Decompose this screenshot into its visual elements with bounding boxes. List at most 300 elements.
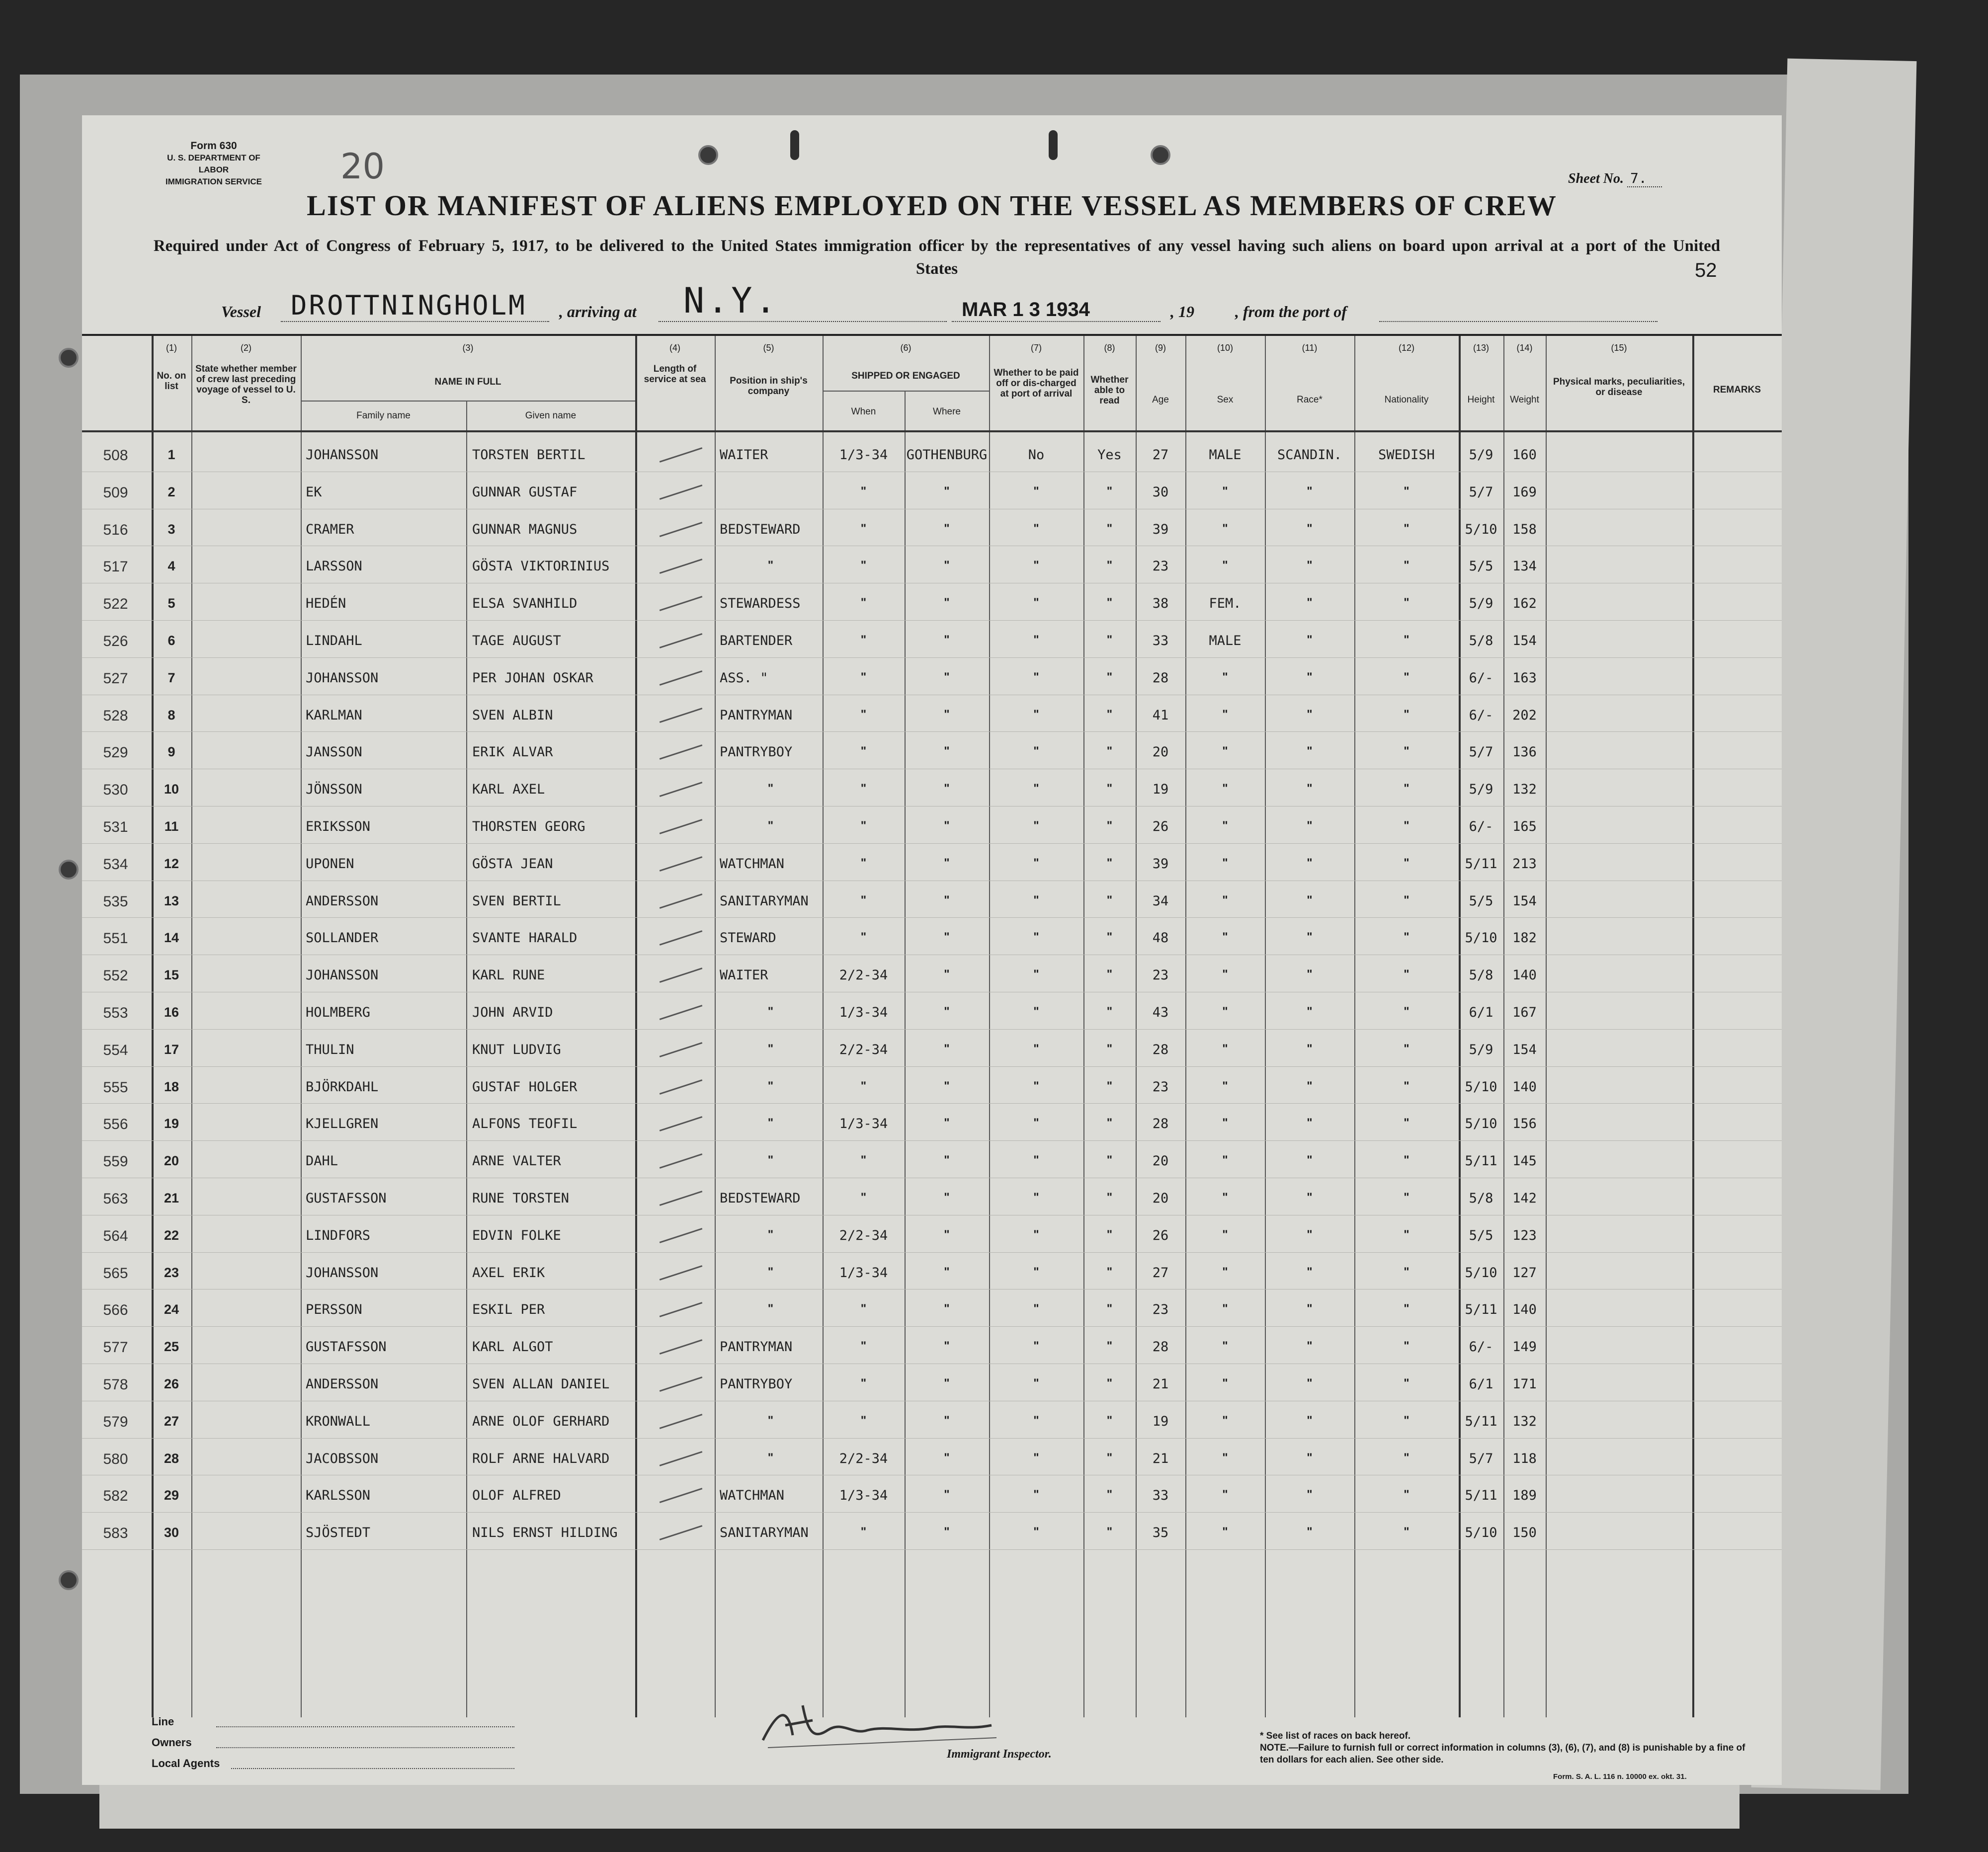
- row-family: HEDÉN: [306, 596, 346, 612]
- row-nationality: ": [1404, 1525, 1409, 1539]
- row-height: 5/10: [1465, 1116, 1497, 1132]
- length-of-service-tick: [660, 1302, 703, 1318]
- row-family: LINDAHL: [306, 633, 362, 648]
- row-family: JOHANSSON: [306, 447, 379, 463]
- column-rule: [1136, 336, 1137, 1717]
- form-code: Form. S. A. L. 116 n. 10000 ex. okt. 31.: [1553, 1772, 1687, 1781]
- row-when: ": [860, 1525, 867, 1539]
- row-no: 15: [164, 967, 179, 983]
- row-sex: ": [1222, 559, 1228, 572]
- row-family: UPONEN: [306, 856, 354, 872]
- sheet-number: 7.: [1627, 170, 1662, 187]
- column-rule: [823, 336, 824, 1717]
- header-family-name: Family name: [356, 410, 411, 421]
- row-when: 2/2-34: [839, 1227, 888, 1243]
- row-margin: 577: [103, 1339, 128, 1356]
- row-position: ": [767, 1413, 774, 1427]
- penalty-note: NOTE.—Failure to furnish full or correct information in columns (3), (6), (7), and (8) is punishable by a fine of ten dollars for each alien. See other side.: [1260, 1743, 1745, 1765]
- row-paid: ": [1033, 559, 1039, 572]
- row-weight: 156: [1512, 1116, 1537, 1132]
- row-where: GOTHENBURG: [906, 447, 988, 463]
- name-subheader-rule: [301, 401, 635, 402]
- row-position: WATCHMAN: [720, 1488, 785, 1504]
- header-height: Height: [1467, 395, 1495, 405]
- row-paid: ": [1033, 1488, 1039, 1502]
- row-position: WATCHMAN: [720, 856, 785, 872]
- row-where: ": [944, 1079, 950, 1093]
- row-nationality: ": [1404, 1042, 1409, 1055]
- arriving-label: , arriving at: [559, 303, 637, 321]
- punch-slot: [1049, 130, 1058, 160]
- row-given: ARNE VALTER: [472, 1153, 561, 1169]
- row-paid: ": [1033, 1413, 1039, 1427]
- row-read: ": [1106, 633, 1113, 646]
- row-read: ": [1106, 1376, 1113, 1390]
- row-age: 39: [1152, 856, 1169, 872]
- inspector-signature: [758, 1700, 1006, 1755]
- row-nationality: ": [1404, 1450, 1409, 1464]
- row-height: 5/7: [1469, 744, 1493, 760]
- column-number: (14): [1516, 343, 1533, 353]
- row-position: ": [767, 1302, 774, 1316]
- row-family: JÖNSSON: [306, 782, 362, 798]
- row-no: 25: [164, 1339, 179, 1355]
- row-weight: 132: [1512, 782, 1537, 798]
- row-sex: ": [1222, 819, 1228, 832]
- row-family: GUSTAFSSON: [306, 1339, 387, 1355]
- row-read: ": [1106, 930, 1113, 944]
- row-family: ERIKSSON: [306, 819, 371, 834]
- row-given: ELSA SVANHILD: [472, 596, 578, 612]
- row-read: ": [1106, 1005, 1113, 1018]
- row-race: ": [1307, 1153, 1313, 1167]
- row-margin: 516: [103, 521, 128, 538]
- row-given: SVEN ALBIN: [472, 707, 553, 723]
- row-read: ": [1106, 707, 1113, 721]
- row-given: THORSTEN GEORG: [472, 819, 585, 834]
- row-weight: 140: [1512, 1302, 1537, 1318]
- row-sex: ": [1222, 1079, 1228, 1093]
- row-position: ": [767, 1005, 774, 1018]
- column-number: (4): [669, 343, 680, 353]
- row-where: ": [944, 1042, 950, 1055]
- row-position: BEDSTEWARD: [720, 521, 801, 537]
- agents-dotted-field: [231, 1768, 514, 1769]
- row-position: SANITARYMAN: [720, 1525, 809, 1541]
- row-where: ": [944, 1116, 950, 1130]
- row-margin: 526: [103, 633, 128, 649]
- row-sex: ": [1222, 1265, 1228, 1279]
- row-read: ": [1106, 1265, 1113, 1279]
- local-agents-label: Local Agents: [152, 1757, 220, 1770]
- row-margin: 583: [103, 1525, 128, 1542]
- column-rule: [301, 336, 302, 1717]
- row-height: 5/10: [1465, 1525, 1497, 1541]
- row-nationality: ": [1404, 967, 1409, 981]
- row-race: ": [1307, 1488, 1313, 1502]
- row-nationality: ": [1404, 1079, 1409, 1093]
- row-where: ": [944, 1191, 950, 1204]
- immigrant-inspector-label: Immigrant Inspector.: [947, 1748, 1052, 1761]
- row-when: ": [860, 707, 867, 721]
- header-bottom-rule: [82, 430, 1782, 432]
- row-nationality: ": [1404, 1005, 1409, 1018]
- row-read: ": [1106, 967, 1113, 981]
- row-no: 1: [167, 447, 175, 462]
- row-margin: 535: [103, 893, 128, 910]
- column-number: (9): [1155, 343, 1166, 353]
- column-number: (11): [1302, 343, 1318, 353]
- length-of-service-tick: [660, 1525, 703, 1540]
- row-nationality: ": [1404, 707, 1409, 721]
- row-family: DAHL: [306, 1153, 338, 1169]
- row-margin: 580: [103, 1450, 128, 1467]
- row-paid: ": [1033, 1153, 1039, 1167]
- row-sex: MALE: [1209, 447, 1242, 463]
- row-when: 1/3-34: [839, 1005, 888, 1020]
- row-age: 28: [1152, 670, 1169, 686]
- row-nationality: ": [1404, 1191, 1409, 1204]
- row-race: ": [1307, 1339, 1313, 1353]
- row-when: ": [860, 782, 867, 796]
- department-name: U. S. DEPARTMENT OF LABOR: [167, 153, 260, 174]
- row-sex: ": [1222, 782, 1228, 796]
- row-no: 11: [164, 819, 179, 834]
- row-family: KARLMAN: [306, 707, 362, 723]
- row-given: RUNE TORSTEN: [472, 1191, 570, 1206]
- row-weight: 202: [1512, 707, 1537, 723]
- crew-manifest-form: [82, 115, 1782, 1785]
- row-sex: ": [1222, 1376, 1228, 1390]
- length-of-service-tick: [660, 447, 703, 463]
- row-where: ": [944, 1302, 950, 1316]
- row-position: STEWARD: [720, 930, 776, 946]
- row-rule: [82, 1066, 1782, 1067]
- row-position: ": [767, 1265, 774, 1279]
- row-position: WAITER: [720, 967, 768, 983]
- header-physical-marks: Physical marks, peculiarities, or disease: [1553, 377, 1685, 398]
- row-no: 14: [164, 930, 179, 946]
- row-no: 12: [164, 856, 179, 871]
- length-of-service-tick: [660, 670, 703, 686]
- length-of-service-tick: [660, 782, 703, 797]
- row-height: 5/11: [1465, 1302, 1497, 1318]
- row-height: 6/-: [1469, 707, 1493, 723]
- row-nationality: ": [1404, 782, 1409, 796]
- column-number: (10): [1217, 343, 1233, 353]
- row-position: PANTRYBOY: [720, 744, 793, 760]
- row-weight: 136: [1512, 744, 1537, 760]
- row-weight: 189: [1512, 1488, 1537, 1504]
- row-no: 18: [164, 1079, 179, 1094]
- binder-hole: [59, 860, 79, 880]
- row-rule: [82, 1512, 1782, 1513]
- row-family: JOHANSSON: [306, 670, 379, 686]
- column-rule: [191, 336, 192, 1717]
- row-given: GÖSTA JEAN: [472, 856, 553, 872]
- row-rule: [82, 1549, 1782, 1550]
- length-of-service-tick: [660, 1339, 703, 1355]
- row-family: JANSSON: [306, 744, 362, 760]
- row-age: 48: [1152, 930, 1169, 946]
- row-paid: ": [1033, 1265, 1039, 1279]
- row-nationality: ": [1404, 1153, 1409, 1167]
- row-age: 33: [1152, 1488, 1169, 1504]
- row-paid: ": [1033, 856, 1039, 870]
- row-weight: 169: [1512, 484, 1537, 500]
- row-where: ": [944, 1413, 950, 1427]
- header-position: Position in ship's company: [730, 376, 808, 397]
- row-sex: ": [1222, 856, 1228, 870]
- row-family: GUSTAFSSON: [306, 1191, 387, 1206]
- row-race: ": [1307, 1413, 1313, 1427]
- row-paid: ": [1033, 1376, 1039, 1390]
- header-name-in-full: NAME IN FULL: [434, 377, 501, 387]
- row-no: 6: [167, 633, 175, 648]
- column-rule: [1503, 336, 1504, 1717]
- row-rule: [82, 1103, 1782, 1104]
- row-paid: ": [1033, 1116, 1039, 1130]
- row-paid: ": [1033, 782, 1039, 796]
- row-paid: ": [1033, 930, 1039, 944]
- row-nationality: ": [1404, 596, 1409, 610]
- row-margin: 522: [103, 596, 128, 613]
- row-weight: 132: [1512, 1413, 1537, 1429]
- row-rule: [82, 657, 1782, 658]
- length-of-service-tick: [660, 1451, 703, 1466]
- row-given: KARL ALGOT: [472, 1339, 553, 1355]
- column-rule: [466, 401, 467, 1717]
- column-number: (3): [462, 343, 474, 353]
- column-rule: [1692, 336, 1694, 1717]
- row-no: 28: [164, 1450, 179, 1466]
- row-nationality: ": [1404, 856, 1409, 870]
- length-of-service-tick: [660, 1191, 703, 1206]
- length-of-service-tick: [660, 931, 703, 946]
- row-margin: 579: [103, 1413, 128, 1430]
- row-when: ": [860, 930, 867, 944]
- row-race: SCANDIN.: [1277, 447, 1342, 463]
- row-where: ": [944, 1153, 950, 1167]
- row-no: 20: [164, 1153, 179, 1169]
- row-sex: ": [1222, 1227, 1228, 1241]
- row-position: ": [767, 1153, 774, 1167]
- row-paid: ": [1033, 484, 1039, 498]
- row-read: ": [1106, 1153, 1113, 1167]
- year-label: , 19: [1170, 303, 1194, 321]
- header-no-on-list: No. on list: [157, 371, 186, 392]
- row-when: 2/2-34: [839, 1042, 888, 1057]
- row-no: 24: [164, 1302, 179, 1317]
- row-weight: 162: [1512, 596, 1537, 612]
- row-no: 29: [164, 1488, 179, 1503]
- row-weight: 123: [1512, 1227, 1537, 1243]
- row-margin: 559: [103, 1153, 128, 1170]
- row-family: EK: [306, 484, 322, 500]
- row-given: NILS ERNST HILDING: [472, 1525, 618, 1541]
- row-race: ": [1307, 1079, 1313, 1093]
- row-nationality: ": [1404, 1376, 1409, 1390]
- length-of-service-tick: [660, 1117, 703, 1132]
- row-race: ": [1307, 1450, 1313, 1464]
- row-weight: 127: [1512, 1265, 1537, 1281]
- row-position: STEWARDESS: [720, 596, 801, 612]
- line-dotted-field: [216, 1726, 514, 1727]
- row-paid: ": [1033, 707, 1039, 721]
- row-position: PANTRYBOY: [720, 1376, 793, 1392]
- row-read: ": [1106, 1525, 1113, 1539]
- row-race: ": [1307, 707, 1313, 721]
- row-margin: 555: [103, 1079, 128, 1096]
- row-height: 5/5: [1469, 559, 1493, 574]
- row-where: ": [944, 1005, 950, 1018]
- row-given: PER JOHAN OSKAR: [472, 670, 593, 686]
- owners-dotted-field: [216, 1747, 514, 1748]
- row-given: KARL RUNE: [472, 967, 545, 983]
- row-weight: 158: [1512, 521, 1537, 537]
- form-footer: [82, 1715, 1782, 1785]
- row-age: 19: [1152, 782, 1169, 798]
- row-age: 30: [1152, 484, 1169, 500]
- row-where: ": [944, 596, 950, 610]
- row-family: ANDERSSON: [306, 893, 379, 909]
- row-when: ": [860, 856, 867, 870]
- form-number: Form 630: [190, 140, 237, 152]
- row-age: 19: [1152, 1413, 1169, 1429]
- row-no: 7: [167, 670, 175, 685]
- row-position: SANITARYMAN: [720, 893, 809, 909]
- column-rule: [635, 336, 637, 1717]
- row-read: ": [1106, 1413, 1113, 1427]
- punch-hole: [698, 145, 718, 165]
- row-age: 41: [1152, 707, 1169, 723]
- length-of-service-tick: [660, 1265, 703, 1281]
- row-family: LINDFORS: [306, 1227, 371, 1243]
- row-margin: 509: [103, 484, 128, 501]
- column-number: (7): [1031, 343, 1042, 353]
- row-age: 28: [1152, 1042, 1169, 1057]
- row-read: ": [1106, 856, 1113, 870]
- row-when: 1/3-34: [839, 1265, 888, 1281]
- row-height: 6/-: [1469, 819, 1493, 834]
- row-nationality: ": [1404, 1339, 1409, 1353]
- row-paid: ": [1033, 1525, 1039, 1539]
- row-race: ": [1307, 1191, 1313, 1204]
- row-margin: 508: [103, 447, 128, 464]
- row-position: BARTENDER: [720, 633, 793, 648]
- service-name: IMMIGRATION SERVICE: [166, 177, 262, 186]
- row-weight: 140: [1512, 1079, 1537, 1095]
- row-no: 21: [164, 1191, 179, 1206]
- column-number: (13): [1473, 343, 1489, 353]
- row-paid: No: [1028, 447, 1045, 463]
- from-port-label: , from the port of: [1235, 303, 1347, 321]
- row-paid: ": [1033, 521, 1039, 535]
- row-race: ": [1307, 1525, 1313, 1539]
- owners-label: Owners: [152, 1736, 192, 1749]
- row-sex: ": [1222, 1488, 1228, 1502]
- row-given: GUNNAR GUSTAF: [472, 484, 578, 500]
- column-rule: [152, 336, 154, 1717]
- row-paid: ": [1033, 967, 1039, 981]
- row-nationality: ": [1404, 1227, 1409, 1241]
- row-rule: [82, 731, 1782, 732]
- form-identifier: [157, 140, 271, 188]
- row-where: ": [944, 521, 950, 535]
- length-of-service-tick: [660, 893, 703, 909]
- row-paid: ": [1033, 1079, 1039, 1093]
- row-when: 1/3-34: [839, 1488, 888, 1504]
- row-read: ": [1106, 782, 1113, 796]
- row-race: ": [1307, 1227, 1313, 1241]
- row-rule: [82, 843, 1782, 844]
- column-rule: [1546, 336, 1547, 1717]
- row-race: ": [1307, 930, 1313, 944]
- row-given: JOHN ARVID: [472, 1005, 553, 1020]
- arriving-port: N.Y.: [683, 280, 779, 321]
- row-position: ": [767, 1116, 774, 1130]
- row-no: 13: [164, 893, 179, 908]
- row-sex: ": [1222, 1116, 1228, 1130]
- row-height: 5/9: [1469, 1042, 1493, 1057]
- row-given: EDVIN FOLKE: [472, 1227, 561, 1243]
- row-no: 30: [164, 1525, 179, 1540]
- port-dotted-line: [659, 321, 947, 322]
- row-sex: ": [1222, 744, 1228, 758]
- row-sex: ": [1222, 1339, 1228, 1353]
- page-number: 52: [1695, 259, 1717, 281]
- row-family: LARSSON: [306, 559, 362, 574]
- column-rule: [715, 336, 716, 1717]
- row-given: ARNE OLOF GERHARD: [472, 1413, 610, 1429]
- row-height: 6/1: [1469, 1376, 1493, 1392]
- row-paid: ": [1033, 744, 1039, 758]
- row-when: ": [860, 521, 867, 535]
- row-age: 27: [1152, 1265, 1169, 1281]
- row-read: ": [1106, 1450, 1113, 1464]
- row-family: BJÖRKDAHL: [306, 1079, 379, 1095]
- row-position: WAITER: [720, 447, 768, 463]
- column-rule: [1185, 336, 1186, 1717]
- row-age: 26: [1152, 819, 1169, 834]
- row-weight: 149: [1512, 1339, 1537, 1355]
- row-given: SVANTE HARALD: [472, 930, 578, 946]
- row-read: ": [1106, 744, 1113, 758]
- length-of-service-tick: [660, 1079, 703, 1095]
- row-where: ": [944, 1488, 950, 1502]
- row-height: 5/5: [1469, 893, 1493, 909]
- row-read: ": [1106, 670, 1113, 684]
- row-position: ": [767, 1450, 774, 1464]
- row-position: ": [767, 1227, 774, 1241]
- row-when: ": [860, 744, 867, 758]
- column-number: (2): [241, 343, 251, 353]
- row-height: 5/10: [1465, 521, 1497, 537]
- row-nationality: ": [1404, 893, 1409, 907]
- row-height: 5/7: [1469, 1450, 1493, 1466]
- row-nationality: ": [1404, 1116, 1409, 1130]
- row-family: HOLMBERG: [306, 1005, 371, 1020]
- row-position: ": [767, 819, 774, 832]
- row-age: 33: [1152, 633, 1169, 648]
- row-where: ": [944, 967, 950, 981]
- row-given: KARL AXEL: [472, 782, 545, 798]
- row-nationality: ": [1404, 633, 1409, 646]
- row-sex: ": [1222, 707, 1228, 721]
- row-margin: 531: [103, 819, 128, 835]
- row-age: 20: [1152, 1153, 1169, 1169]
- vessel-line: [221, 280, 1662, 325]
